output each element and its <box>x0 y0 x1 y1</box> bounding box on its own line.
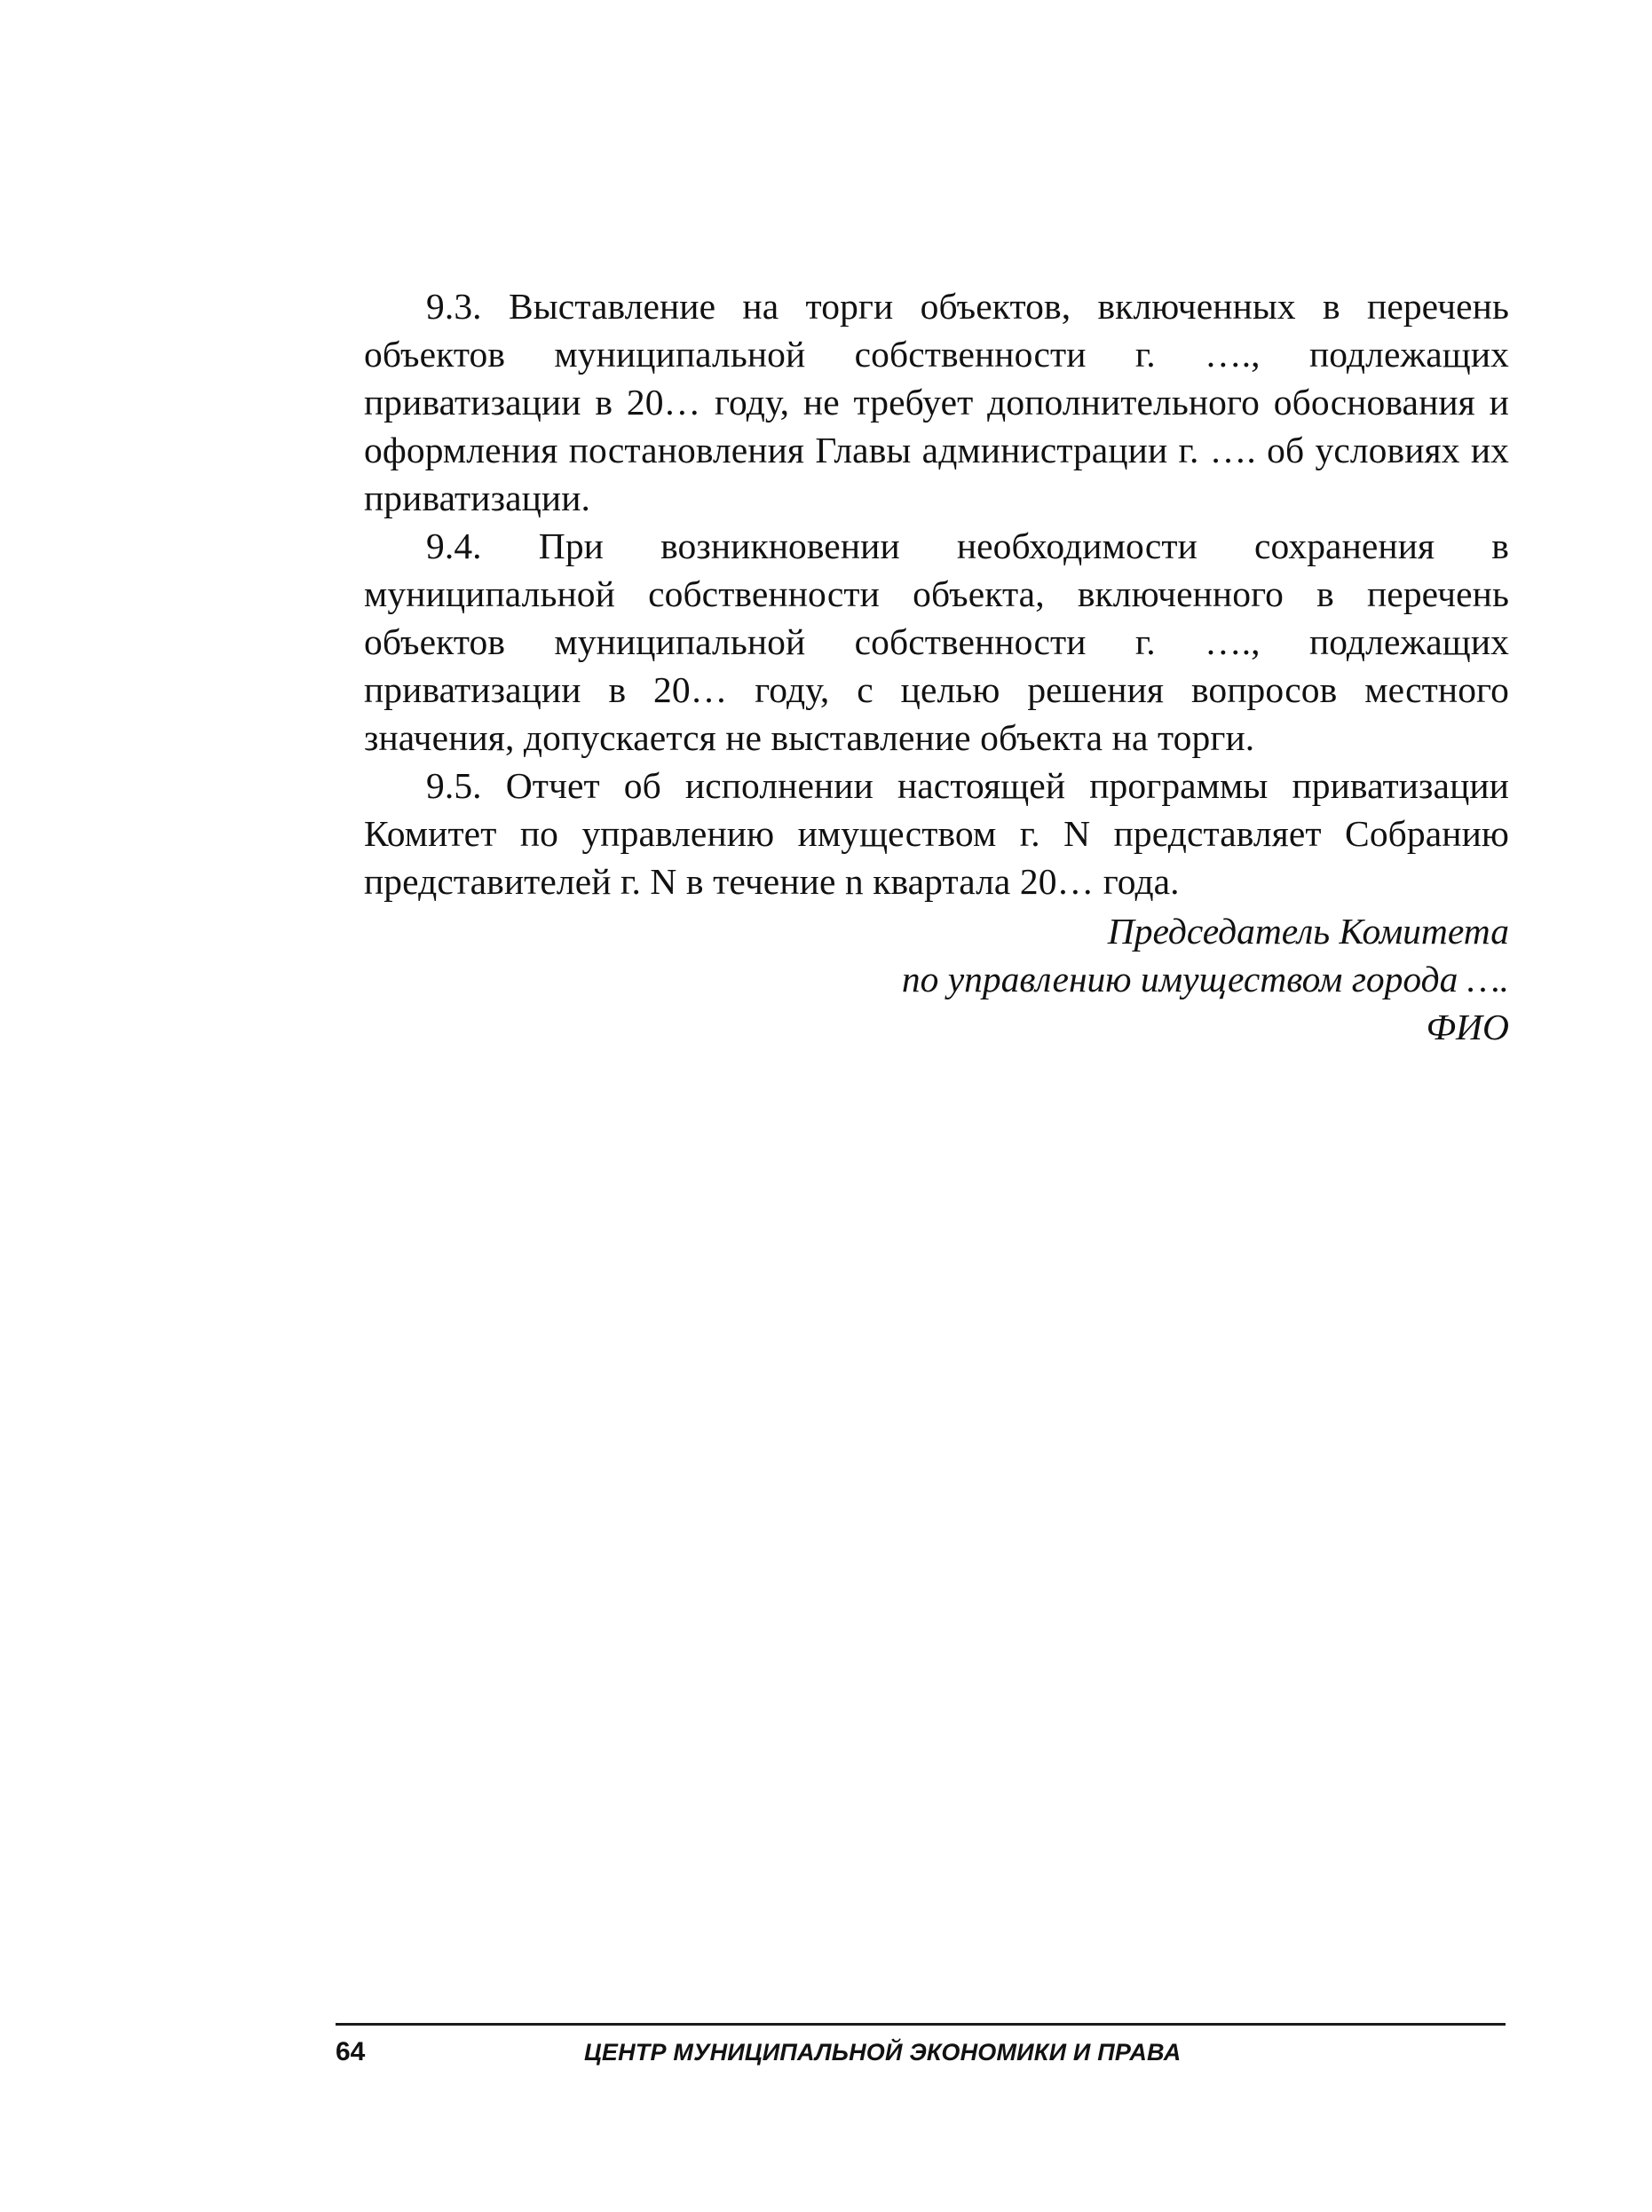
signature-department: по управлению имуществом города …. <box>901 959 1509 999</box>
signature-block <box>364 907 1509 1051</box>
signature-name: ФИО <box>1426 1007 1509 1047</box>
page-footer <box>336 2036 1506 2068</box>
page-number: 64 <box>336 2037 366 2066</box>
body-text <box>364 282 1509 1051</box>
running-title: ЦЕНТР МУНИЦИПАЛЬНОЙ ЭКОНОМИКИ И ПРАВА <box>584 2039 1182 2066</box>
paragraph-9-4: 9.4. При возникновении необходимости сохранения в муниципальной собственности объекта, включенного в перечень объектов муниципальной собственности г. …., подлежащих приватизации в 20… году, с целью решения вопросов местного значения, допускается не выставление объекта на торги. <box>364 525 1509 758</box>
paragraph-9-5: 9.5. Отчет об исполнении настоящей программы приватизации Комитет по управлению имуществом г. N представляет Собранию представителей г. N в течение n квартала 20… года. <box>364 765 1509 902</box>
footer-divider <box>336 2023 1506 2026</box>
signature-title: Председатель Комитета <box>1107 911 1509 952</box>
paragraph-9-3: 9.3. Выставление на торги объектов, включенных в перечень объектов муниципальной собственности г. …., подлежащих приватизации в 20… году, не требует дополнительного обоснования и оформления постановления Главы администрации г. …. об условиях их приватизации. <box>364 286 1509 518</box>
